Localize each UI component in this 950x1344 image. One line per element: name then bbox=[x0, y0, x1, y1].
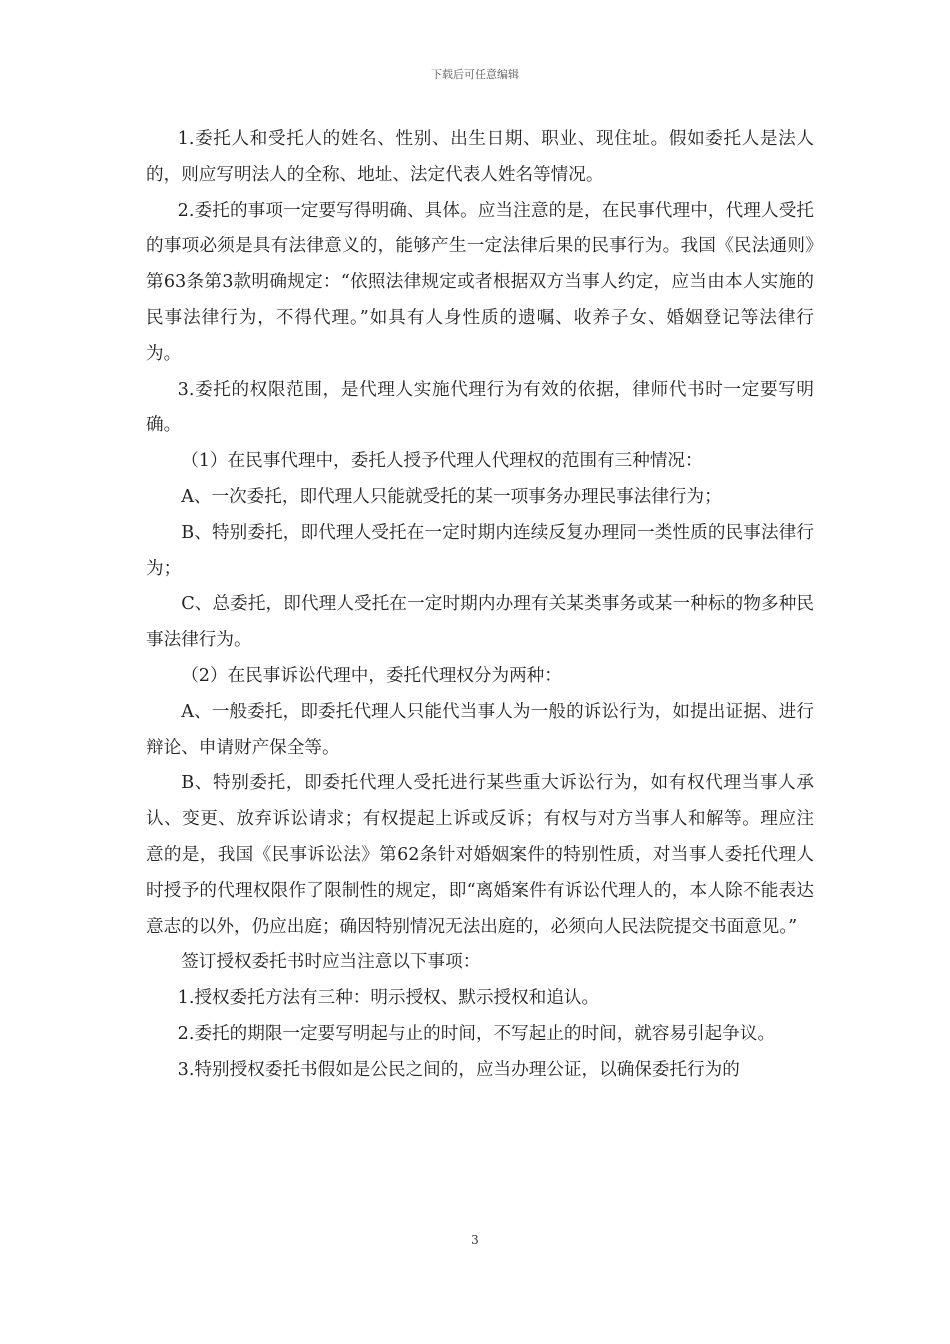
document-body bbox=[146, 122, 814, 1089]
paragraph-6: B、特别委托，即代理人受托在一定时期内连续反复办理同一类性质的民事法律行为； bbox=[146, 522, 814, 579]
paragraph-4: （1）在民事代理中，委托人授予代理人代理权的范围有三种情况： bbox=[181, 451, 703, 472]
paragraph-1: 1.委托人和受托人的姓名、性别、出生日期、职业、现住址。假如委托人是法人的，则应写明法人的全称、地址、法定代表人姓名等情况。 bbox=[146, 129, 814, 185]
paragraph-14: 3.特别授权委托书假如是公民之间的，应当办理公证，以确保委托行为的 bbox=[177, 1059, 740, 1080]
paragraph-2: 2.委托的事项一定要写得明确、具体。应当注意的是，在民事代理中，代理人受托的事项必须是具有法律意义的，能够产生一定法律后果的民事行为。我国《民法通则》第63条第3款明确规定：“依照法律规定或者根据双方当事人约定，应当由本人实施的民事法律行为，不得代理。”如具有人身性质的遗嘱、收养子女、婚姻登记等法律行为。 bbox=[146, 200, 814, 364]
paragraph-7: C、总委托，即代理人受托在一定时期内办理有关某类事务或某一种标的物多种民事法律行为。 bbox=[146, 594, 814, 651]
paragraph-5: A、一次委托，即代理人只能就受托的某一项事务办理民事法律行为； bbox=[181, 486, 722, 507]
paragraph-13: 2.委托的期限一定要写明起与止的时间，不写起止的时间，就容易引起争议。 bbox=[177, 1023, 776, 1044]
page-header: 下载后可任意编辑 bbox=[431, 68, 519, 81]
paragraph-8: （2）在民事诉讼代理中，委托代理权分为两种： bbox=[181, 665, 562, 686]
paragraph-3: 3.委托的权限范围，是代理人实施代理行为有效的依据，律师代书时一定要写明确。 bbox=[146, 379, 814, 436]
paragraph-12: 1.授权委托方法有三种：明示授权、默示授权和追认。 bbox=[177, 988, 600, 1009]
page-number: 3 bbox=[471, 1233, 479, 1247]
paragraph-11: 签订授权委托书时应当注意以下事项： bbox=[181, 952, 481, 973]
paragraph-10: B、特别委托，即委托代理人受托进行某些重大诉讼行为，如有权代理当事人承认、变更、放弃诉讼请求；有权提起上诉或反诉；有权与对方当事人和解等。理应注意的是，我国《民事诉讼法》第62条针对婚姻案件的特别性质，对当事人委托代理人时授予的代理权限作了限制性的规定，即“离婚案件有诉讼代理人的，本人除不能表达意志的以外，仍应出庭；确因特别情况无法出庭的，必须向人民法院提交书面意见。” bbox=[146, 773, 814, 937]
paragraph-9: A、一般委托，即委托代理人只能代当事人为一般的诉讼行为，如提出证据、进行辩论、申请财产保全等。 bbox=[146, 701, 814, 758]
